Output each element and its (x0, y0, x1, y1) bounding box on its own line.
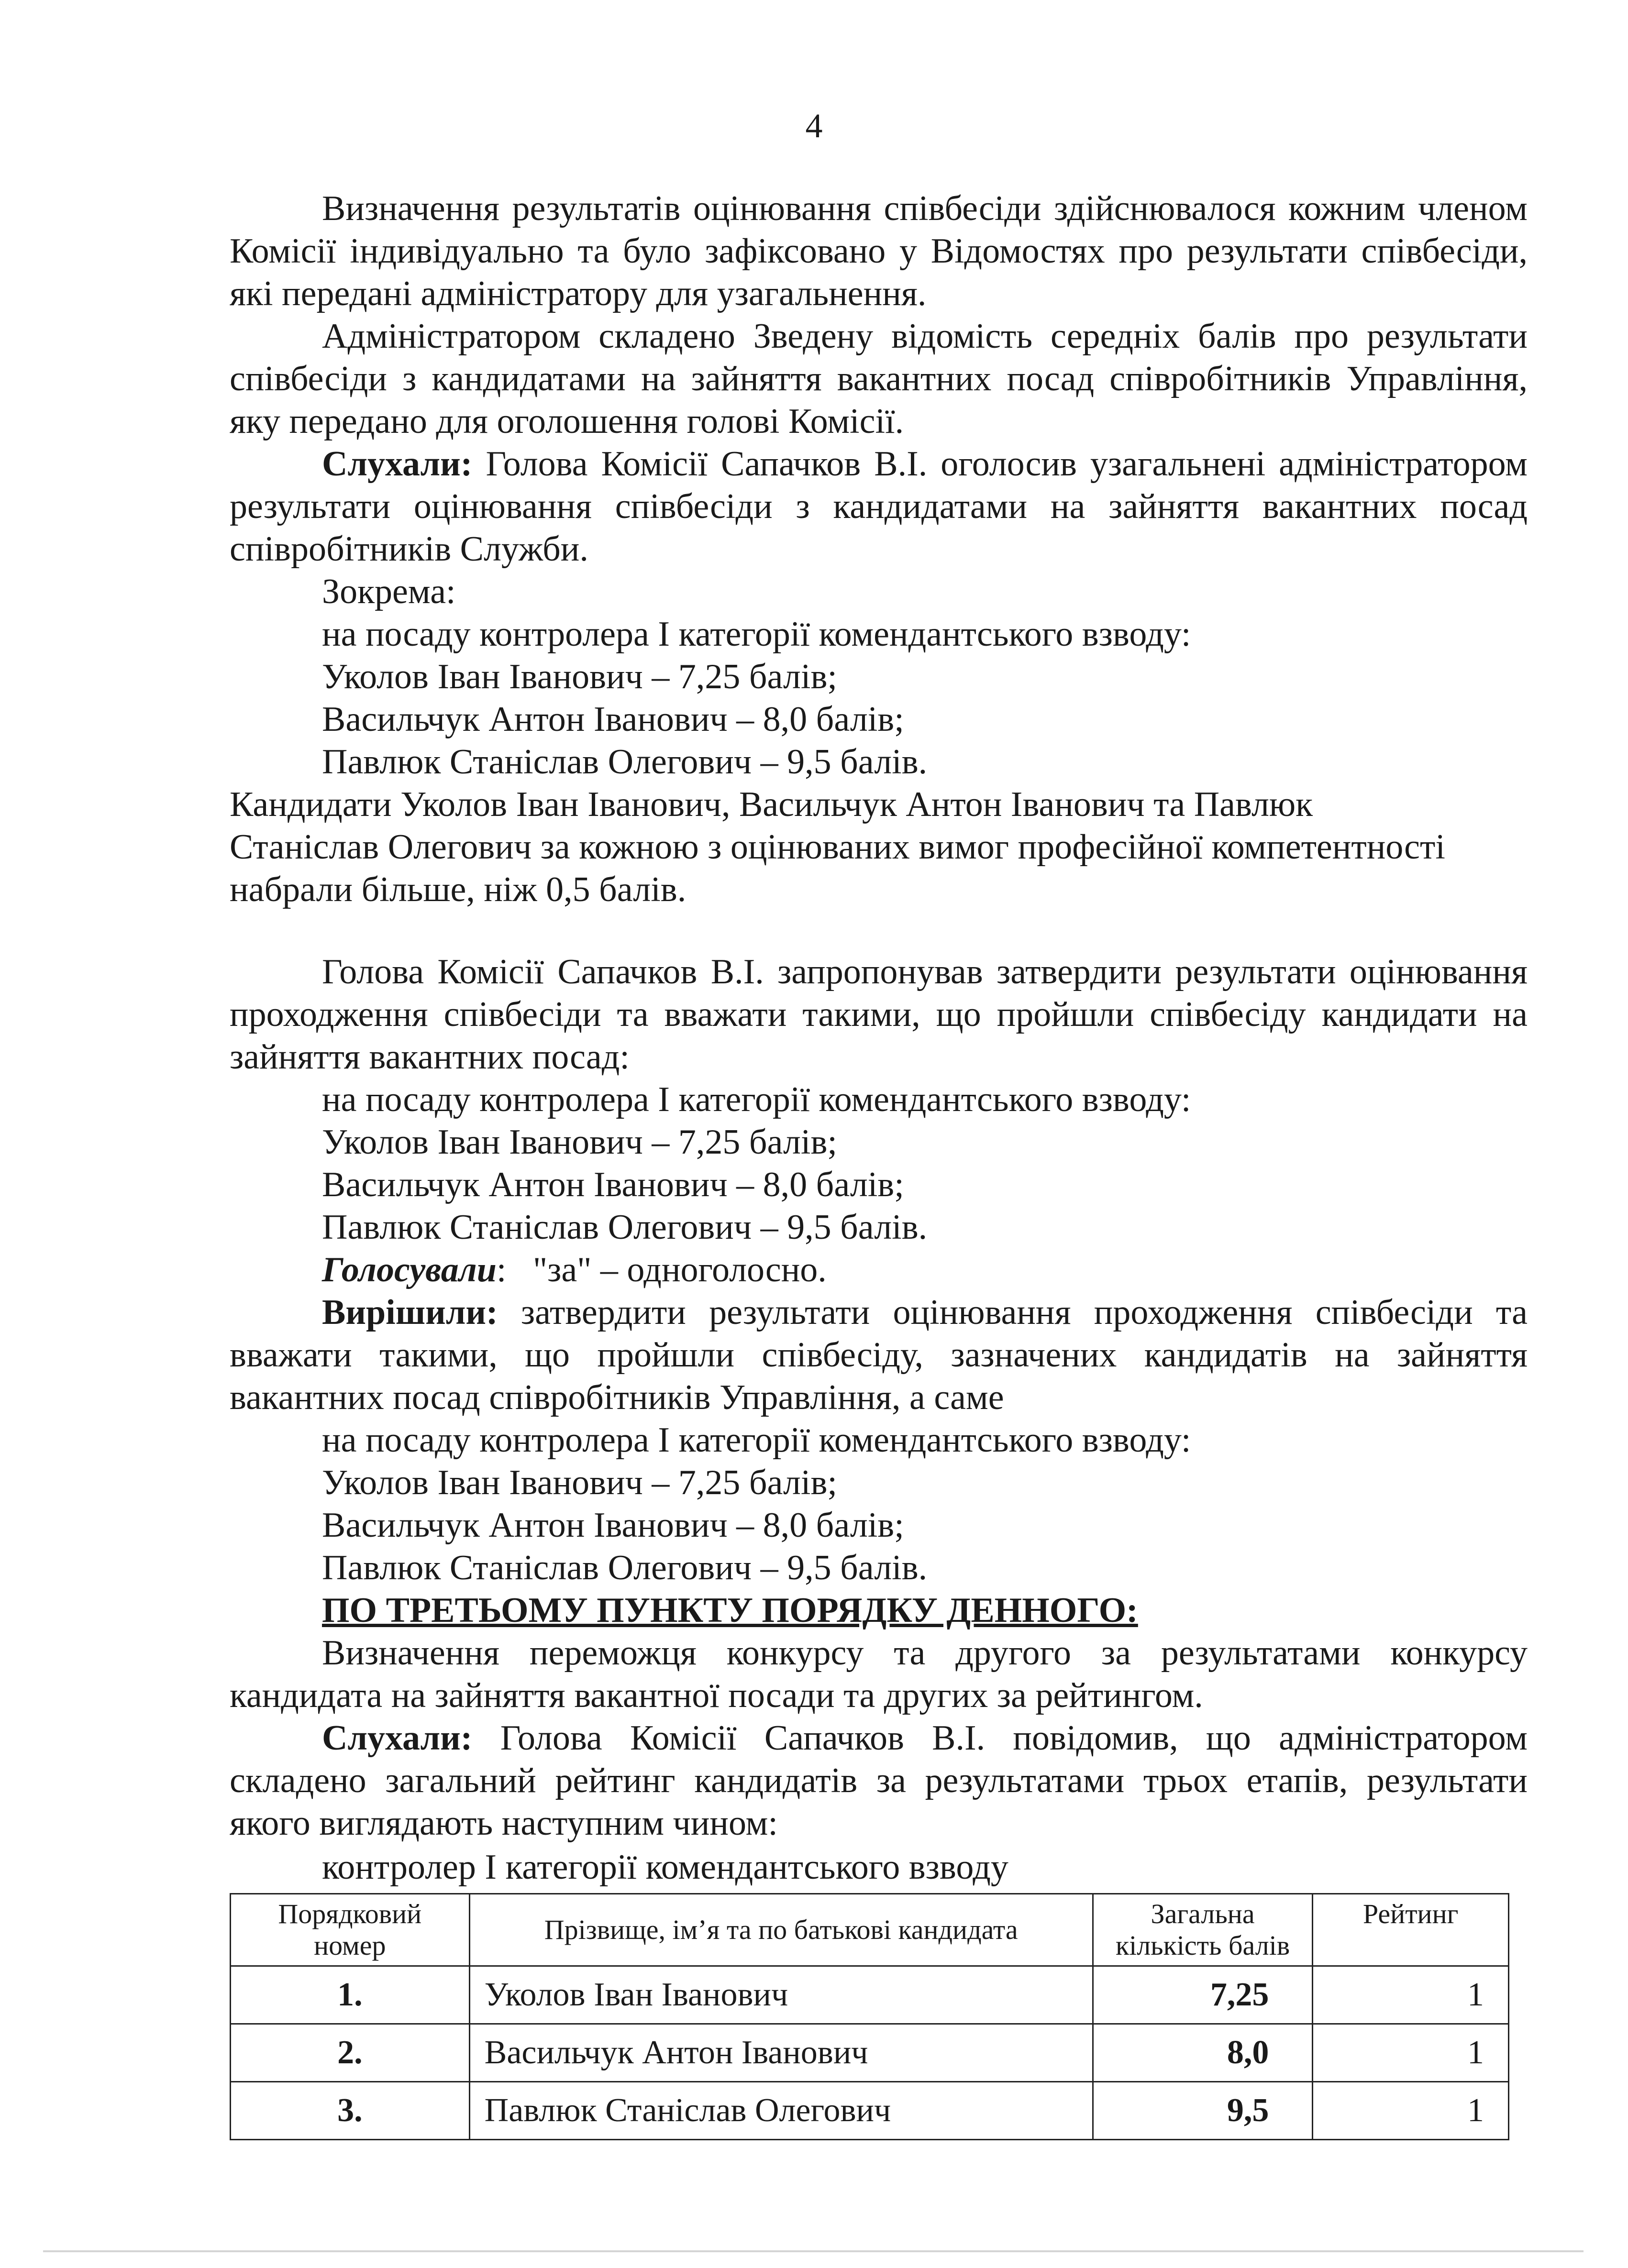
in-particular-label: Зокрема: (322, 572, 456, 611)
paragraph-heard-1 (230, 443, 1528, 571)
position-line: на посаду контролера І категорії комендантського взводу: (322, 1080, 1191, 1119)
candidate-line: Павлюк Станіслав Олегович – 9,5 балів. (322, 742, 928, 782)
heard-label: Слухали: (322, 1718, 473, 1758)
cell-score: 8,0 (1093, 2024, 1313, 2082)
cell-rank: 1 (1313, 1966, 1509, 2024)
paragraph-heard-2 (230, 1717, 1528, 1845)
cell-score: 7,25 (1093, 1966, 1313, 2024)
cell-score: 9,5 (1093, 2082, 1313, 2140)
vote-line (322, 1249, 827, 1291)
paragraph-proposal: Голова Комісії Сапачков В.І. запропонував затвердити результати оцінювання проходження співбесіди та вважати такими, що пройшли співбесіду кандидати на зайняття вакантних посад: (230, 952, 1528, 1077)
position-line: на посаду контролера І категорії комендантського взводу: (322, 615, 1191, 654)
table-row (231, 2082, 1509, 2140)
cell-number: 1. (231, 1966, 470, 2024)
decided-label: Вирішили: (322, 1293, 498, 1332)
candidate-line: Васильчук Антон Іванович – 8,0 балів; (322, 700, 904, 739)
candidate-line: Павлюк Станіслав Олегович – 9,5 балів. (322, 1548, 928, 1587)
candidate-line: Уколов Іван Іванович – 7,25 балів; (322, 1463, 837, 1502)
table-caption: контролер І категорії комендантського взводу (322, 1848, 1008, 1887)
vote-label: Голосували (322, 1250, 497, 1289)
paragraph-decided (230, 1291, 1528, 1419)
paragraph-evaluation: Визначення результатів оцінювання співбесіди здійснювалося кожним членом Комісії індивідуально та було зафіксовано у Відомостях про результати співбесіди, які передані адміністратору для узагальнення. (230, 189, 1528, 313)
heard-label: Слухали: (322, 444, 473, 484)
rating-table (230, 1893, 1509, 2140)
header-rank: Рейтинг (1313, 1894, 1509, 1966)
candidates-note-line: Кандидати Уколов Іван Іванович, Васильчук Антон Іванович та Павлюк (230, 785, 1313, 824)
scan-edge-line (43, 2250, 1584, 2252)
cell-name: Уколов Іван Іванович (469, 1966, 1093, 2024)
cell-rank: 1 (1313, 2082, 1509, 2140)
vote-text: "за" – одноголосно. (506, 1250, 827, 1289)
candidates-note-line: Станіслав Олегович за кожною з оцінюваних вимог професійної компетентності (230, 827, 1445, 867)
table-row (231, 1966, 1509, 2024)
section-heading: ПО ТРЕТЬОМУ ПУНКТУ ПОРЯДКУ ДЕННОГО: (322, 1591, 1138, 1630)
header-name: Прізвище, ім’я та по батькові кандидата (469, 1894, 1093, 1966)
candidate-line: Павлюк Станіслав Олегович – 9,5 балів. (322, 1208, 928, 1247)
header-number: Порядковий номер (231, 1894, 470, 1966)
header-score: Загальна кількість балів (1093, 1894, 1313, 1966)
position-line: на посаду контролера І категорії комендантського взводу: (322, 1420, 1191, 1460)
paragraph-summary-sheet: Адміністратором складено Зведену відомість середніх балів про результати співбесіди з кандидатами на зайняття вакантних посад співробітників Управління, яку передано для оголошення голові Комісії. (230, 317, 1528, 441)
page-number: 4 (805, 107, 823, 145)
candidate-line: Уколов Іван Іванович – 7,25 балів; (322, 657, 837, 696)
cell-number: 2. (231, 2024, 470, 2082)
cell-name: Павлюк Станіслав Олегович (469, 2082, 1093, 2140)
cell-number: 3. (231, 2082, 470, 2140)
vote-colon: : (496, 1250, 507, 1289)
candidate-line: Уколов Іван Іванович – 7,25 балів; (322, 1123, 837, 1162)
candidate-line: Васильчук Антон Іванович – 8,0 балів; (322, 1506, 904, 1545)
cell-name: Васильчук Антон Іванович (469, 2024, 1093, 2082)
heard-text: Голова Комісії Сапачков В.І. повідомив, що адміністратором складено загальний рейтинг кандидатів за результатами трьох етапів, результати якого виглядають наступним чином: (230, 1718, 1528, 1843)
paragraph-section-text: Визначення переможця конкурсу та другого за результатами конкурсу кандидата на зайняття вакантної посади та других за рейтингом. (230, 1633, 1528, 1715)
decided-text: затвердити результати оцінювання проходження співбесіди та вважати такими, що пройшли співбесіду, зазначених кандидатів на зайняття вакантних посад співробітників Управління, а саме (230, 1293, 1528, 1417)
cell-rank: 1 (1313, 2024, 1509, 2082)
candidate-line: Васильчук Антон Іванович – 8,0 балів; (322, 1165, 904, 1204)
candidates-note-line: набрали більше, ніж 0,5 балів. (230, 870, 687, 909)
heard-text: Голова Комісії Сапачков В.І. оголосив узагальнені адміністратором результати оцінювання співбесіди з кандидатами на зайняття вакантних посад співробітників Служби. (230, 444, 1528, 569)
table-header-row (231, 1894, 1509, 1966)
table-row (231, 2024, 1509, 2082)
